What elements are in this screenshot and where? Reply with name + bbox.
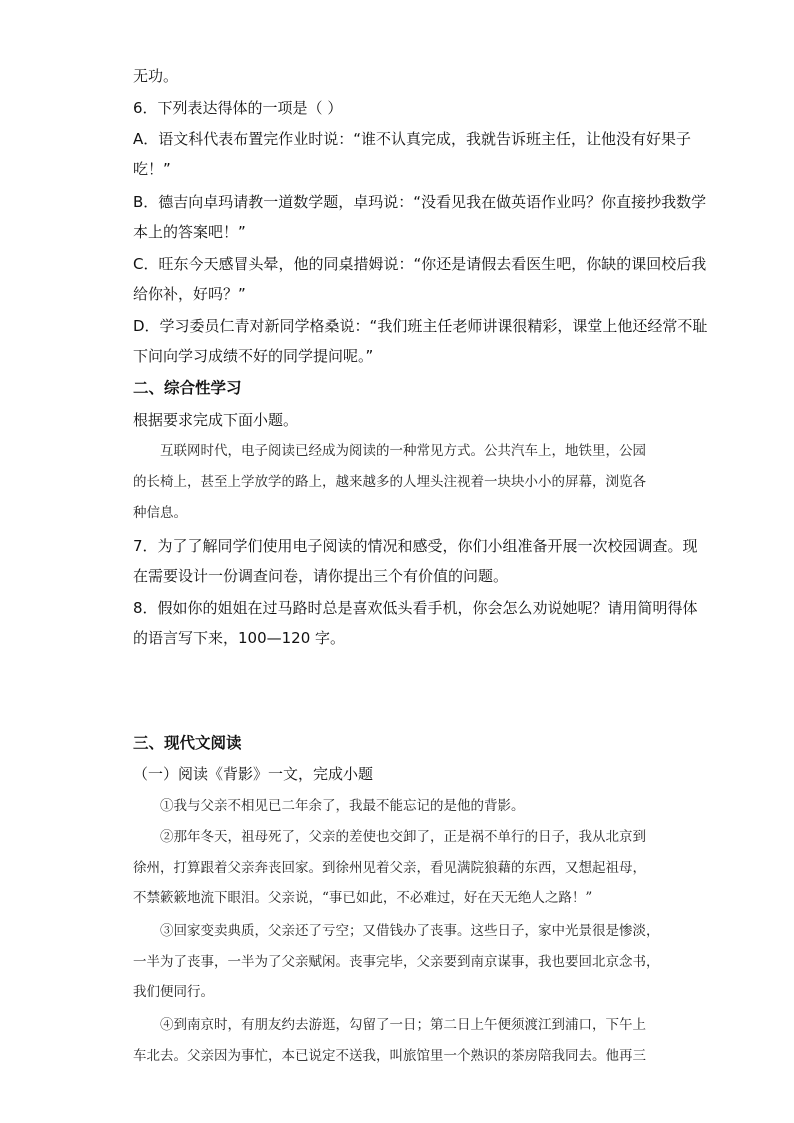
q6-option-d-line2: 下问向学习成绩不好的同学提问呢。” bbox=[133, 347, 374, 365]
section2-instruction: 根据要求完成下面小题。 bbox=[133, 411, 299, 429]
q7-line2: 在需要设计一份调查问卷，请你提出三个有价值的问题。 bbox=[133, 567, 509, 585]
material-line2: 的长椅上，甚至上学放学的路上，越来越多的人埋头注视着一块块小小的屏幕，浏览各 bbox=[133, 474, 646, 490]
q6-option-b-line2: 本上的答案吧！” bbox=[133, 223, 246, 241]
q6-option-b-line1: B．德吉向卓玛请教一道数学题，卓玛说：“没看见我在做英语作业吗？你直接抄我数学 bbox=[133, 193, 707, 211]
q5-tail: 无功。 bbox=[133, 67, 179, 85]
section2-heading: 二、综合性学习 bbox=[133, 379, 242, 397]
q6-option-c-line1: C．旺东今天感冒头晕，他的同桌措姆说：“你还是请假去看医生吧，你缺的课回校后我 bbox=[133, 255, 707, 273]
q7-line1: 7．为了了解同学们使用电子阅读的情况和感受，你们小组准备开展一次校园调查。现 bbox=[133, 537, 698, 555]
q6-stem: 6．下列表达得体的一项是（ ） bbox=[133, 99, 343, 117]
section3-sub: （一）阅读《背影》一文，完成小题 bbox=[133, 765, 374, 783]
passage-p2-line2: 徐州，打算跟着父亲奔丧回家。到徐州见着父亲，看见满院狼藉的东西，又想起祖母， bbox=[133, 860, 646, 876]
q6-option-a-line1: A．语文科代表布置完作业时说：“谁不认真完成，我就告诉班主任，让他没有好果子 bbox=[133, 130, 692, 148]
q8-line1: 8．假如你的姐姐在过马路时总是喜欢低头看手机，你会怎么劝说她呢？请用简明得体 bbox=[133, 599, 698, 617]
passage-p3-line3: 我们便同行。 bbox=[133, 984, 214, 1000]
passage-p3-line2: 一半为了丧事，一半为了父亲赋闲。丧事完毕，父亲要到南京谋事，我也要回北京念书， bbox=[133, 954, 660, 970]
q8-line2: 的语言写下来，100—120 字。 bbox=[133, 629, 346, 647]
passage-p4-line2: 车北去。父亲因为事忙，本已说定不送我，叫旅馆里一个熟识的茶房陪我同去。他再三 bbox=[133, 1048, 646, 1064]
passage-p1: ①我与父亲不相见已二年余了，我最不能忘记的是他的背影。 bbox=[160, 798, 525, 814]
q6-option-c-line2: 给你补，好吗？” bbox=[133, 285, 246, 303]
passage-p4-line1: ④到南京时，有朋友约去游逛，勾留了一日；第二日上午便须渡江到浦口，下午上 bbox=[160, 1017, 646, 1033]
passage-p2-line3: 不禁簌簌地流下眼泪。父亲说，“事已如此，不必难过，好在天无绝人之路！” bbox=[133, 890, 593, 906]
material-line3: 种信息。 bbox=[133, 505, 187, 521]
passage-p2-line1: ②那年冬天，祖母死了，父亲的差使也交卸了，正是祸不单行的日子，我从北京到 bbox=[160, 829, 646, 845]
material-line1: 互联网时代，电子阅读已经成为阅读的一种常见方式。公共汽车上，地铁里，公园 bbox=[160, 443, 646, 459]
q6-option-a-line2: 吃！” bbox=[133, 160, 171, 178]
passage-p3-line1: ③回家变卖典质，父亲还了亏空；又借钱办了丧事。这些日子，家中光景很是惨淡， bbox=[160, 923, 660, 939]
section3-heading: 三、现代文阅读 bbox=[133, 734, 242, 752]
q6-option-d-line1: D．学习委员仁青对新同学格桑说：“我们班主任老师讲课很精彩，课堂上他还经常不耻 bbox=[133, 317, 708, 335]
